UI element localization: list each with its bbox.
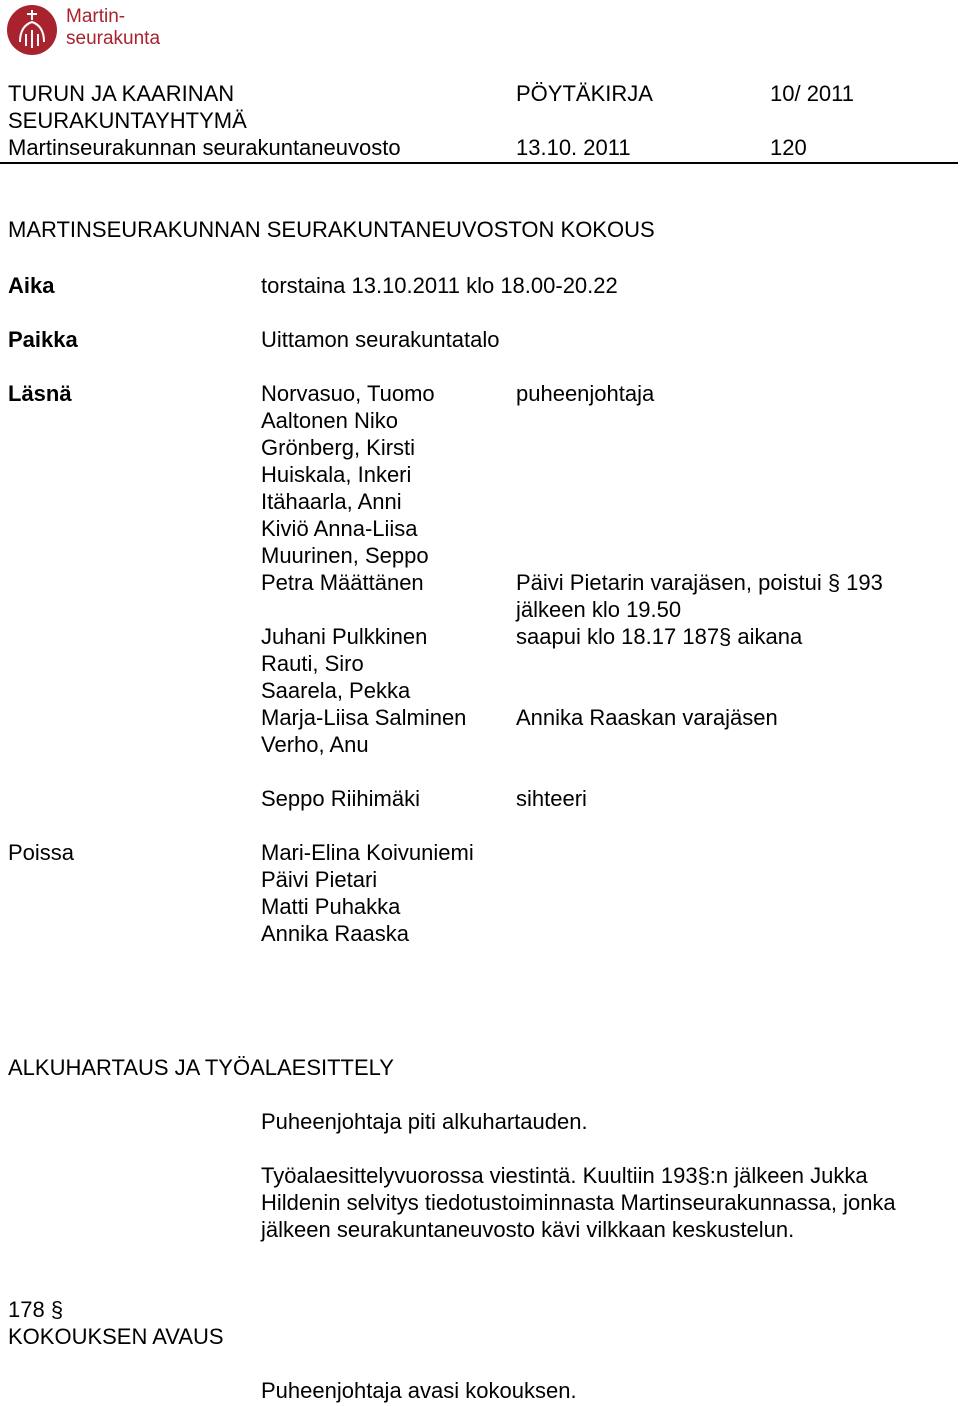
aika-value: torstaina 13.10.2011 klo 18.00-20.22 (261, 273, 618, 298)
list-item: Norvasuo, Tuomo (261, 381, 435, 406)
doc-number: 10/ 2011 (770, 81, 855, 106)
opening-para2-line1: Työalaesittelyvuorossa viestintä. Kuultiin 193§:n jälkeen Jukka (261, 1163, 868, 1188)
paikka-value: Uittamon seurakuntatalo (261, 327, 500, 352)
petra-note-line1: Päivi Pietarin varajäsen, poistui § 193 (516, 570, 883, 595)
list-item: Aaltonen Niko (261, 408, 398, 433)
section-178-header (8, 1296, 224, 1350)
organization-block (8, 80, 401, 161)
meeting-title: MARTINSEURAKUNNAN SEURAKUNTANEUVOSTON KOKOUS (8, 217, 655, 242)
paikka-label: Paikka (8, 327, 78, 352)
org-line2: SEURAKUNTAYHTYMÄ (8, 108, 247, 133)
chair-note: puheenjohtaja (516, 381, 655, 406)
list-item: Kiviö Anna-Liisa (261, 516, 418, 541)
opening-para2-line2: Hildenin selvitys tiedotustoiminnasta Martinseurakunnassa, jonka (261, 1190, 896, 1215)
list-item: Marja-Liisa Salminen (261, 705, 467, 730)
list-item: Huiskala, Inkeri (261, 462, 412, 487)
org-line1: TURUN JA KAARINAN (8, 81, 235, 106)
section-178-text: Puheenjohtaja avasi kokouksen. (261, 1378, 577, 1403)
juhani-note: saapui klo 18.17 187§ aikana (516, 624, 803, 649)
list-item: Itähaarla, Anni (261, 489, 402, 514)
opening-para1: Puheenjohtaja piti alkuhartauden. (261, 1109, 588, 1134)
list-item: Matti Puhakka (261, 894, 401, 919)
absent-label: Poissa (8, 840, 75, 865)
opening-para2 (261, 1162, 896, 1243)
doc-date: 13.10. 2011 (516, 135, 631, 160)
logo-line2: seurakunta (66, 28, 161, 49)
list-item: Päivi Pietari (261, 867, 378, 892)
list-item: Mari-Elina Koivuniemi (261, 840, 474, 865)
list-item: Juhani Pulkkinen (261, 624, 428, 649)
section-number: 178 § (8, 1297, 64, 1322)
org-line3: Martinseurakunnan seurakuntaneuvosto (8, 135, 401, 160)
marja-note: Annika Raaskan varajäsen (516, 705, 778, 730)
page-number: 120 (770, 135, 807, 160)
absent-list (261, 839, 474, 947)
martinseurakunta-logo (6, 4, 186, 56)
list-item: Saarela, Pekka (261, 678, 411, 703)
list-item: Annika Raaska (261, 921, 409, 946)
petra-note-line2: jälkeen klo 19.50 (516, 597, 682, 622)
church-seal-icon (6, 4, 58, 56)
list-item: Rauti, Siro (261, 651, 364, 676)
list-item: Grönberg, Kirsti (261, 435, 416, 460)
header-divider (0, 162, 958, 164)
logo-line1: Martin- (66, 6, 126, 27)
list-item: Verho, Anu (261, 732, 369, 757)
secretary-name: Seppo Riihimäki (261, 786, 420, 811)
doc-type: PÖYTÄKIRJA (516, 81, 653, 106)
aika-label: Aika (8, 273, 55, 298)
section-heading: KOKOUKSEN AVAUS (8, 1324, 224, 1349)
present-label: Läsnä (8, 381, 72, 406)
list-item: Muurinen, Seppo (261, 543, 429, 568)
list-item (261, 596, 466, 623)
list-item: Petra Määttänen (261, 570, 424, 595)
secretary-role: sihteeri (516, 786, 587, 811)
section-heading-opening: ALKUHARTAUS JA TYÖALAESITTELY (8, 1055, 394, 1080)
opening-para2-line3: jälkeen seurakuntaneuvosto kävi vilkkaan keskustelun. (261, 1217, 795, 1242)
present-list (261, 380, 466, 758)
